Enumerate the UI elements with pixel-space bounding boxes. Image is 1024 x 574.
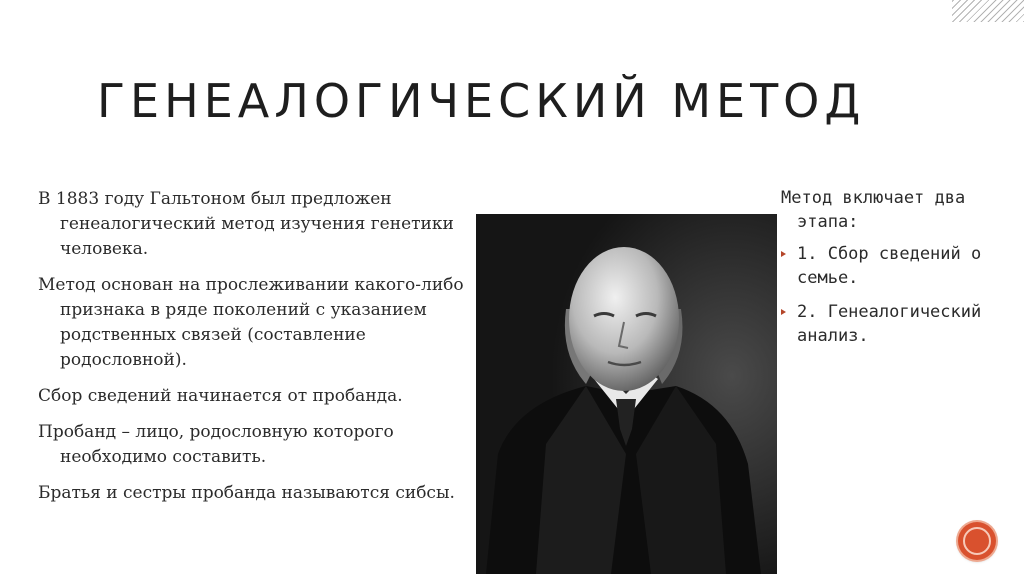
circle-icon — [963, 527, 991, 555]
navigation-button[interactable] — [958, 522, 996, 560]
paragraph-proband-definition: Пробанд – лицо, родословную которого необходимо составить. — [38, 422, 394, 467]
paragraph-galton: В 1883 году Гальтоном был предложен генеалогический метод изучения генетики человека. — [38, 189, 454, 259]
stage-item — [781, 300, 1006, 348]
portrait-illustration — [476, 214, 777, 574]
paragraph-method-basis: Метод основан на прослеживании какого-либо признака в ряде поколений с указанием родственных связей (составление родословной). — [38, 275, 464, 370]
triangle-bullet-icon — [781, 251, 786, 257]
right-text-column — [781, 186, 1006, 358]
paragraph-sibs: Братья и сестры пробанда называются сибсы. — [38, 483, 455, 503]
corner-stripes-decoration — [952, 0, 1024, 22]
left-text-column — [38, 187, 468, 517]
stage-item — [781, 242, 1006, 290]
stages-list — [781, 242, 1006, 348]
method-stages-intro: Метод включает два этапа: — [781, 188, 966, 232]
triangle-bullet-icon — [781, 309, 786, 315]
portrait-photo — [476, 214, 777, 574]
stage-item-label: 1. Сбор сведений о семье. — [797, 244, 982, 288]
stage-item-label: 2. Генеалогический анализ. — [797, 302, 982, 346]
slide-title: ГЕНЕАЛОГИЧЕСКИЙ МЕТОД — [97, 74, 866, 128]
paragraph-proband-start: Сбор сведений начинается от пробанда. — [38, 386, 403, 406]
